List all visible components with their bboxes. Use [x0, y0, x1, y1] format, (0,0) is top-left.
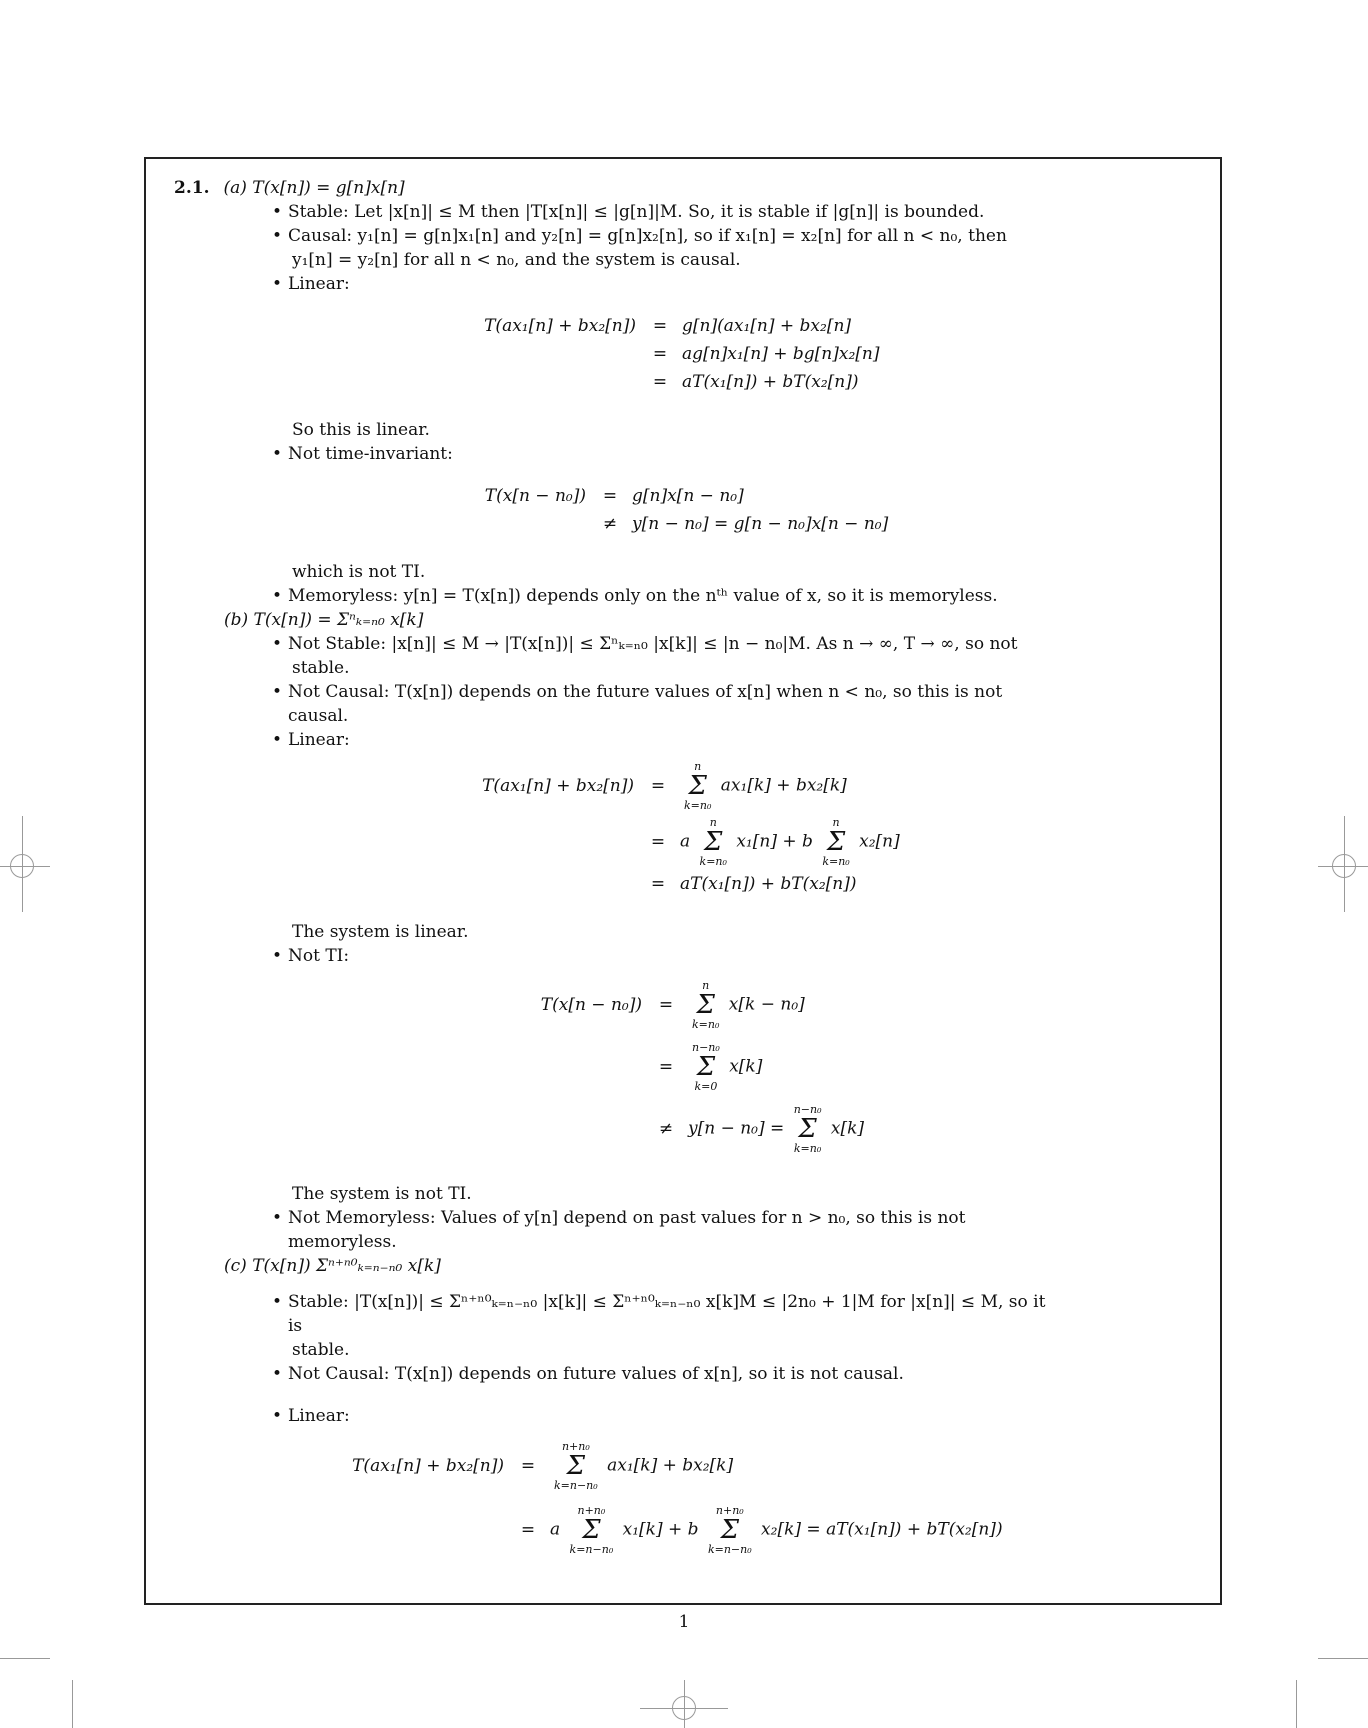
a-ti-conclusion: which is not TI.	[292, 562, 426, 582]
equation-row: ≠ y[n − n₀] = g[n − n₀]x[n − n₀]	[602, 514, 889, 534]
a-ti-label: • Not time-invariant:	[272, 442, 1064, 466]
crop-mark-bottom-left	[0, 1658, 50, 1659]
summation-symbol: n Σ k=n₀	[699, 816, 727, 868]
a-linear-equations	[174, 312, 1064, 396]
crop-mark-bottom-right	[1318, 1658, 1368, 1659]
summation-symbol: n−n₀ Σ k=n₀	[793, 1103, 822, 1155]
summation-symbol: n+n₀ Σ k=n−n₀	[707, 1504, 752, 1556]
b-stable-line2: stable.	[292, 658, 350, 678]
c-causal: • Not Causal: T(x[n]) depends on future values of x[n], so it is not causal.	[272, 1362, 1064, 1386]
crop-mark-bottom-right-v	[1296, 1680, 1297, 1728]
registration-mark-bottom	[672, 1696, 696, 1720]
problem-number: 2.1.	[174, 178, 210, 198]
problem-a-title: 2.1. (a) T(x[n]) = g[n]x[n]	[174, 178, 405, 198]
equation-row: = aT(x₁[n]) + bT(x₂[n])	[652, 372, 859, 392]
equation-row: = ag[n]x₁[n] + bg[n]x₂[n]	[652, 344, 880, 364]
problem-b-title: (b) T(x[n]) = Σⁿₖ₌ₙ₀ x[k]	[224, 610, 424, 630]
a-linear-label: • Linear:	[272, 272, 1064, 296]
summation-symbol: n Σ k=n₀	[692, 979, 720, 1031]
summation-symbol: n+n₀ Σ k=n−n₀	[554, 1440, 598, 1492]
b-ti-equations	[174, 974, 1064, 1160]
b-linear-label: • Linear:	[272, 728, 1064, 752]
equation-row: = n−n₀ Σ k=0 x[k]	[658, 1041, 763, 1093]
c-linear-label: • Linear:	[272, 1404, 1064, 1428]
equation-row: = aT(x₁[n]) + bT(x₂[n])	[650, 874, 857, 894]
b-memoryless: • Not Memoryless: Values of y[n] depend on past values for n > n₀, so this is not memoryless.	[272, 1206, 1064, 1254]
equation-row: T(x[n − n₀]) = g[n]x[n − n₀]	[484, 486, 744, 506]
b-linear-equations	[174, 758, 1064, 898]
c-stable-line1: • Stable: |T(x[n])| ≤ Σⁿ⁺ⁿ⁰ₖ₌ₙ₋ₙ₀ |x[k]| ≤ Σⁿ⁺ⁿ⁰ₖ₌ₙ₋ₙ₀ x[k]M ≤ |2n₀ + 1|M for |x[n]| ≤ M, so it is	[272, 1290, 1064, 1338]
equation-row: T(ax₁[n] + bx₂[n]) = n+n₀ Σ k=n−n₀ ax₁[k] + bx₂[k]	[352, 1440, 734, 1492]
a-ti-equations	[174, 482, 1064, 538]
a-memoryless: • Memoryless: y[n] = T(x[n]) depends only on the nᵗʰ value of x, so it is memoryless.	[272, 584, 1064, 608]
a-causal-line2: y₁[n] = y₂[n] for all n < n₀, and the system is causal.	[292, 250, 741, 270]
equation-row: T(ax₁[n] + bx₂[n]) = g[n](ax₁[n] + bx₂[n]	[484, 316, 852, 336]
c-linear-equations	[174, 1434, 1064, 1562]
solution-content	[174, 176, 1064, 1572]
equation-row: = a n+n₀ Σ k=n−n₀ x₁[k] + b n+n₀ Σ k=n−n₀ x₂[k] = aT(x₁[n]) + bT(x₂[n])	[520, 1504, 1003, 1556]
summation-symbol: n Σ k=n₀	[822, 816, 850, 868]
a-stable: • Stable: Let |x[n]| ≤ M then |T[x[n]| ≤ |g[n]|M. So, it is stable if |g[n]| is bounded.	[272, 200, 1064, 224]
problem-c-title: (c) T(x[n]) Σⁿ⁺ⁿ⁰ₖ₌ₙ₋ₙ₀ x[k]	[224, 1256, 441, 1276]
a-causal-line1: • Causal: y₁[n] = g[n]x₁[n] and y₂[n] = g[n]x₂[n], so if x₁[n] = x₂[n] for all n < n₀, then	[272, 224, 1064, 248]
registration-mark-left	[10, 854, 34, 878]
page-number: 1	[678, 1612, 690, 1632]
equation-row: T(ax₁[n] + bx₂[n]) = n Σ k=n₀ ax₁[k] + bx₂[k]	[482, 760, 847, 812]
a-linear-conclusion: So this is linear.	[292, 420, 430, 440]
b-stable-line1: • Not Stable: |x[n]| ≤ M → |T(x[n])| ≤ Σⁿₖ₌ₙ₀ |x[k]| ≤ |n − n₀|M. As n → ∞, T → ∞, so not	[272, 632, 1064, 656]
equation-row: = a n Σ k=n₀ x₁[n] + b n Σ k=n₀ x₂[n]	[650, 816, 900, 868]
summation-symbol: n−n₀ Σ k=0	[692, 1041, 720, 1093]
equation-row: ≠ y[n − n₀] = n−n₀ Σ k=n₀ x[k]	[658, 1103, 865, 1155]
crop-mark-bottom-left-v	[72, 1680, 73, 1728]
b-ti-label: • Not TI:	[272, 944, 1064, 968]
c-stable-line2: stable.	[292, 1340, 350, 1360]
equation-row: T(x[n − n₀]) = n Σ k=n₀ x[k − n₀]	[540, 979, 805, 1031]
b-causal: • Not Causal: T(x[n]) depends on the future values of x[n] when n < n₀, so this is not causal.	[272, 680, 1064, 728]
b-linear-conclusion: The system is linear.	[292, 922, 469, 942]
summation-symbol: n Σ k=n₀	[684, 760, 712, 812]
registration-mark-right	[1332, 854, 1356, 878]
b-ti-conclusion: The system is not TI.	[292, 1184, 472, 1204]
summation-symbol: n+n₀ Σ k=n−n₀	[569, 1504, 614, 1556]
